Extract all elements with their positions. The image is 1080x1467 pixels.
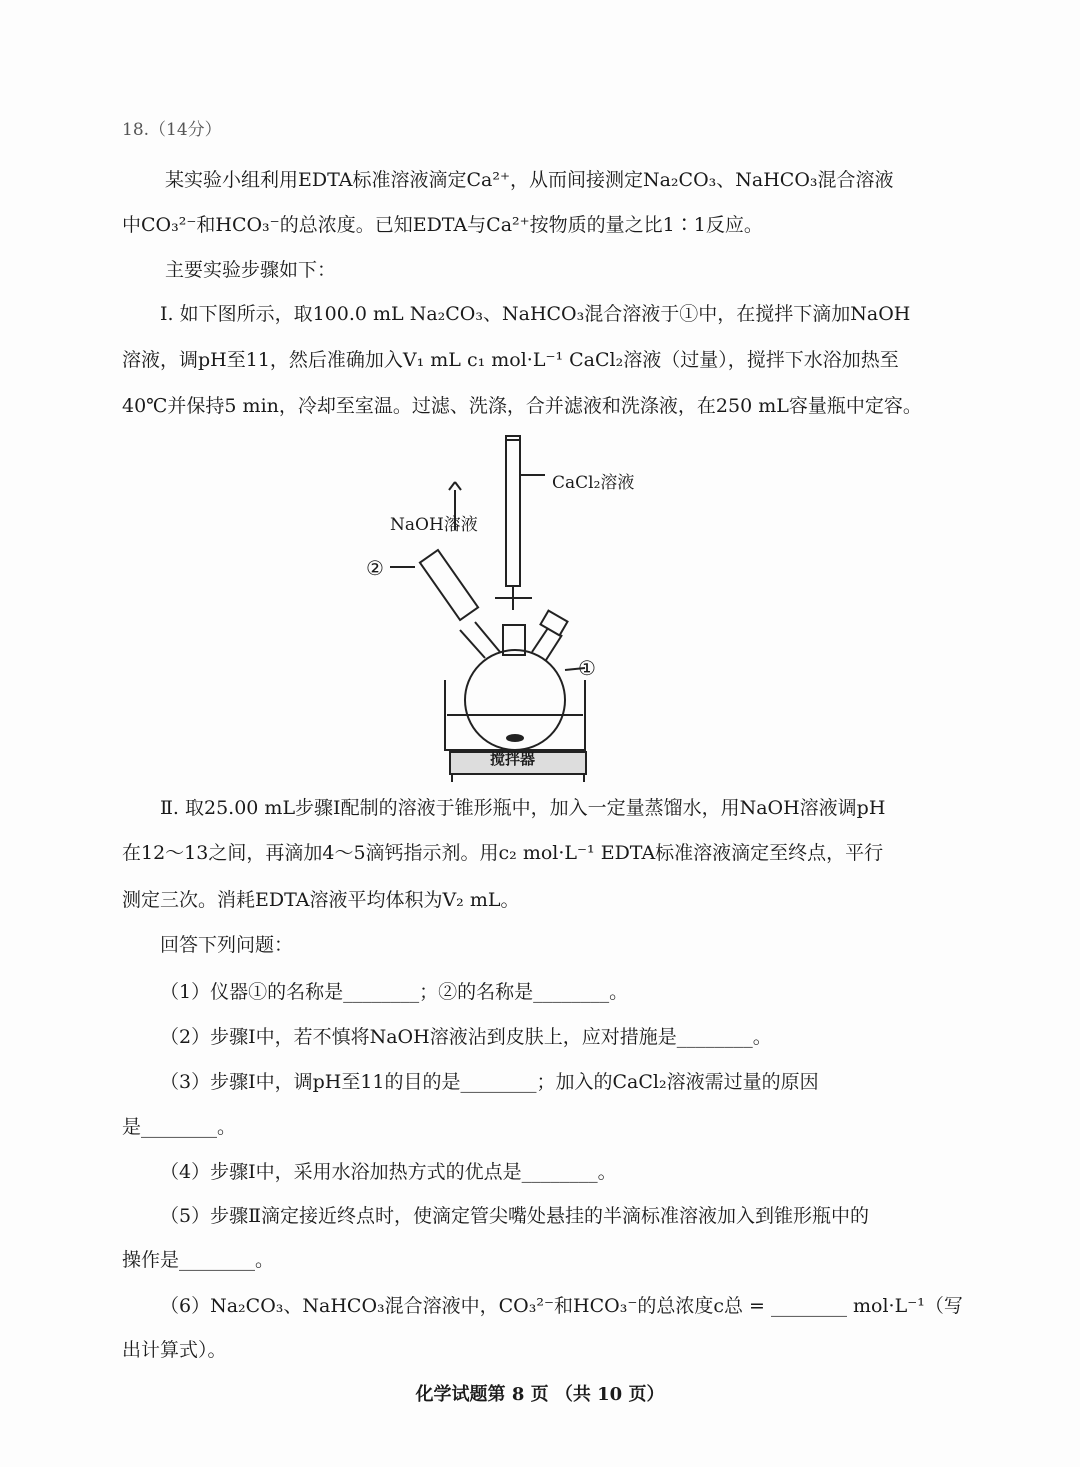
- step2-line: 在12～13之间，再滴加4～5滴钙指示剂。用c₂ mol·L⁻¹ EDTA标准溶液滴定至终点，平行: [122, 842, 884, 864]
- question-header: 18.（14分）: [122, 120, 222, 140]
- step1-line: 40℃并保持5 min，冷却至室温。过滤、洗涤，合并滤液和洗涤液，在250 mL容量瓶中定容。: [122, 395, 922, 417]
- marker-1: ①: [578, 656, 596, 680]
- question-3: （3）步骤Ⅰ中，调pH至11的目的是________；加入的CaCl₂溶液需过量的原因: [160, 1071, 819, 1093]
- burette: [506, 436, 520, 586]
- question-5: （5）步骤Ⅱ滴定接近终点时，使滴定管尖嘴处悬挂的半滴标准溶液加入到锥形瓶中的: [160, 1205, 870, 1227]
- question-4: （4）步骤Ⅰ中，采用水浴加热方式的优点是________。: [160, 1161, 617, 1183]
- question-1: （1）仪器①的名称是________；②的名称是________。: [160, 981, 629, 1003]
- question-2: （2）步骤Ⅰ中，若不慎将NaOH溶液沾到皮肤上，应对措施是________。: [160, 1026, 772, 1048]
- step2-line: Ⅱ. 取25.00 mL步骤Ⅰ配制的溶液于锥形瓶中，加入一定量蒸馏水，用NaOH溶液调pH: [160, 797, 886, 819]
- intro-line: 主要实验步骤如下：: [165, 259, 337, 281]
- dropping-funnel: [420, 550, 478, 620]
- intro-line: 中CO₃²⁻和HCO₃⁻的总浓度。已知EDTA与Ca²⁺按物质的量之比1∶1反应。: [122, 214, 763, 236]
- naoh-label: NaOH溶液: [390, 515, 478, 535]
- step1-line: Ⅰ. 如下图所示，取100.0 mL Na₂CO₃、NaHCO₃混合溶液于①中，在搅拌下滴加NaOH: [160, 303, 911, 325]
- question-3-cont: 是________。: [122, 1116, 237, 1138]
- intro-line: 某实验小组利用EDTA标准溶液滴定Ca²⁺，从而间接测定Na₂CO₃、NaHCO₃混合溶液: [165, 169, 894, 191]
- answer-prompt: 回答下列问题：: [160, 934, 294, 956]
- question-5-cont: 操作是________。: [122, 1249, 275, 1271]
- stirrer-label: 搅拌器: [490, 750, 536, 768]
- question-6: （6）Na₂CO₃、NaHCO₃混合溶液中，CO₃²⁻和HCO₃⁻的总浓度c总 = ________ mol·L⁻¹（写: [160, 1295, 963, 1317]
- marker-2: ②: [366, 556, 384, 580]
- question-6-cont: 出计算式）。: [122, 1339, 227, 1361]
- page-footer: 化学试题第 8 页 （共 10 页）: [415, 1384, 665, 1405]
- step1-line: 溶液，调pH至11，然后准确加入V₁ mL c₁ mol·L⁻¹ CaCl₂溶液（过量），搅拌下水浴加热至: [122, 349, 899, 371]
- cacl2-label: CaCl₂溶液: [552, 473, 635, 493]
- step2-line: 测定三次。消耗EDTA溶液平均体积为V₂ mL。: [122, 889, 520, 911]
